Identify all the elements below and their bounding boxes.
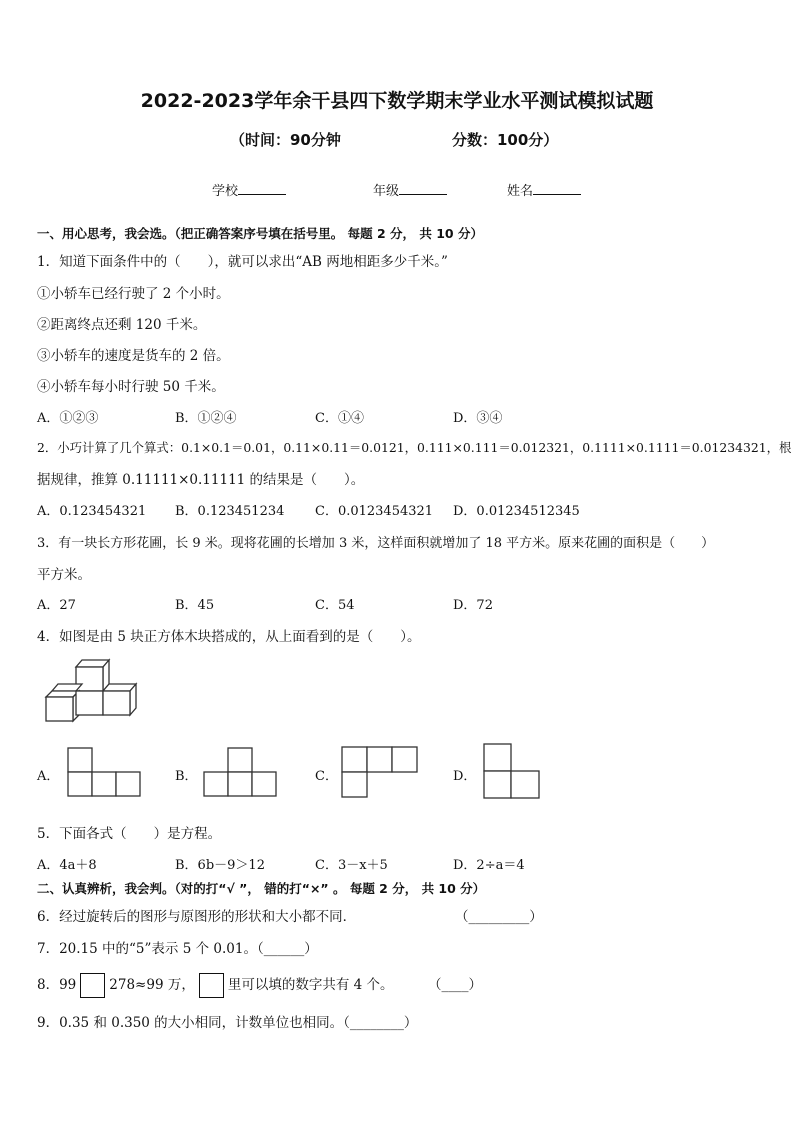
q1-condition-1: ①小轿车已经行驶了 2 个小时。 [37, 286, 230, 302]
q3-option-a[interactable]: A．27 [37, 598, 76, 613]
q4-option-c[interactable]: C． [315, 769, 338, 784]
q1-option-c[interactable]: C．①④ [315, 411, 364, 426]
q4-stem: 4．如图是由 5 块正方体木块搭成的，从上面看到的是（ ）。 [37, 629, 421, 645]
q8-part-a: 8．99 [37, 977, 77, 993]
grade-field[interactable] [373, 180, 447, 199]
q2-option-c[interactable]: C．0.0123454321 [315, 504, 434, 519]
q8-answer-paren[interactable]: （____） [428, 977, 482, 993]
name-field[interactable] [507, 180, 581, 199]
q2-option-a[interactable]: A．0.123454321 [37, 504, 147, 519]
q5-option-b[interactable]: B．6b－9＞12 [175, 858, 265, 873]
exam-time: （时间：90分钟 [230, 131, 341, 149]
q5-stem: 5．下面各式（ ）是方程。 [37, 826, 222, 842]
q3-option-b[interactable]: B．45 [175, 598, 215, 613]
q4-option-d-figure[interactable] [483, 743, 543, 799]
q1-option-b[interactable]: B．①②④ [175, 411, 237, 426]
q4-option-b[interactable]: B． [175, 769, 198, 784]
q5-option-a[interactable]: A．4a＋8 [37, 858, 97, 873]
school-blank[interactable] [238, 182, 286, 195]
cube-left-back [52, 684, 82, 691]
q3-option-c[interactable]: C．54 [315, 598, 355, 613]
q1-condition-3: ③小轿车的速度是货车的 2 倍。 [37, 348, 230, 364]
q1-option-a[interactable]: A．①②③ [37, 411, 99, 426]
q8-statement [37, 973, 394, 998]
q4-option-b-figure[interactable] [203, 747, 279, 799]
grade-label: 年级 [373, 184, 400, 199]
q8-part-b: 278≈99 万， [109, 977, 195, 993]
q4-option-c-figure[interactable] [341, 746, 419, 799]
q7-statement[interactable]: 7．20.15 中的“5”表示 5 个 0.01。（______） [37, 941, 318, 957]
q2-option-b[interactable]: B．0.123451234 [175, 504, 285, 519]
name-label: 姓名 [507, 184, 534, 199]
q1-condition-4: ④小轿车每小时行驶 50 千米。 [37, 379, 225, 395]
cube-top [76, 660, 109, 691]
q9-statement[interactable]: 9．0.35 和 0.350 的大小相同，计数单位也相同。（________） [37, 1015, 418, 1031]
section1-heading: 一、用心思考，我会选。（把正确答案序号填在括号里。 每题 2 分， 共 10 分） [37, 226, 483, 241]
section2-heading: 二、认真辨析，我会判。（对的打“√ ”， 错的打“×” 。 每题 2 分， 共 10 分） [37, 881, 486, 896]
q1-condition-2: ②距离终点还剩 120 千米。 [37, 317, 207, 333]
q6-statement: 6．经过旋转后的图形与原图形的形状和大小都不同． [37, 909, 357, 925]
q3-stem-line1: 3．有一块长方形花圃，长 9 米。现将花圃的长增加 3 米，这样面积就增加了 18 平方米。原来花圃的面积是（ ） [37, 536, 715, 551]
q2-option-d[interactable]: D．0.01234512345 [453, 504, 580, 519]
q8-part-c: 里可以填的数字共有 4 个。 [227, 977, 394, 993]
q5-option-d[interactable]: D．2÷a＝4 [453, 858, 525, 873]
q1-option-d[interactable]: D．③④ [453, 411, 503, 426]
grade-blank[interactable] [399, 182, 447, 195]
q2-stem-line1: 2．小巧计算了几个算式：0.1×0.1＝0.01，0.11×0.11＝0.0121，0.111×0.111＝0.012321，0.1111×0.1111＝0.01234321，根 [37, 440, 792, 455]
q4-option-d[interactable]: D． [453, 769, 477, 784]
cube-stack-figure [40, 655, 145, 727]
q6-answer-paren[interactable]: （_________） [455, 909, 543, 925]
q1-stem: 1．知道下面条件中的（ ），就可以求出“AB 两地相距多少千米。” [37, 254, 448, 270]
q8-digit-box[interactable] [80, 973, 105, 998]
exam-title: 2022-2023学年余干县四下数学期末学业水平测试模拟试题 [140, 90, 654, 112]
q4-option-a-figure[interactable] [67, 747, 143, 799]
q3-option-d[interactable]: D．72 [453, 598, 493, 613]
school-label: 学校 [212, 184, 239, 199]
q2-stem-line2: 据规律，推算 0.11111×0.11111 的结果是（ ）。 [37, 472, 365, 488]
q3-stem-line2: 平方米。 [37, 567, 91, 583]
q5-option-c[interactable]: C．3－x＋5 [315, 858, 388, 873]
cube-row-front [46, 691, 130, 721]
exam-score: 分数：100分） [452, 131, 559, 149]
q4-option-a[interactable]: A． [37, 769, 60, 784]
q8-digit-box-ref [199, 973, 224, 998]
school-field[interactable] [212, 180, 286, 199]
name-blank[interactable] [533, 182, 581, 195]
